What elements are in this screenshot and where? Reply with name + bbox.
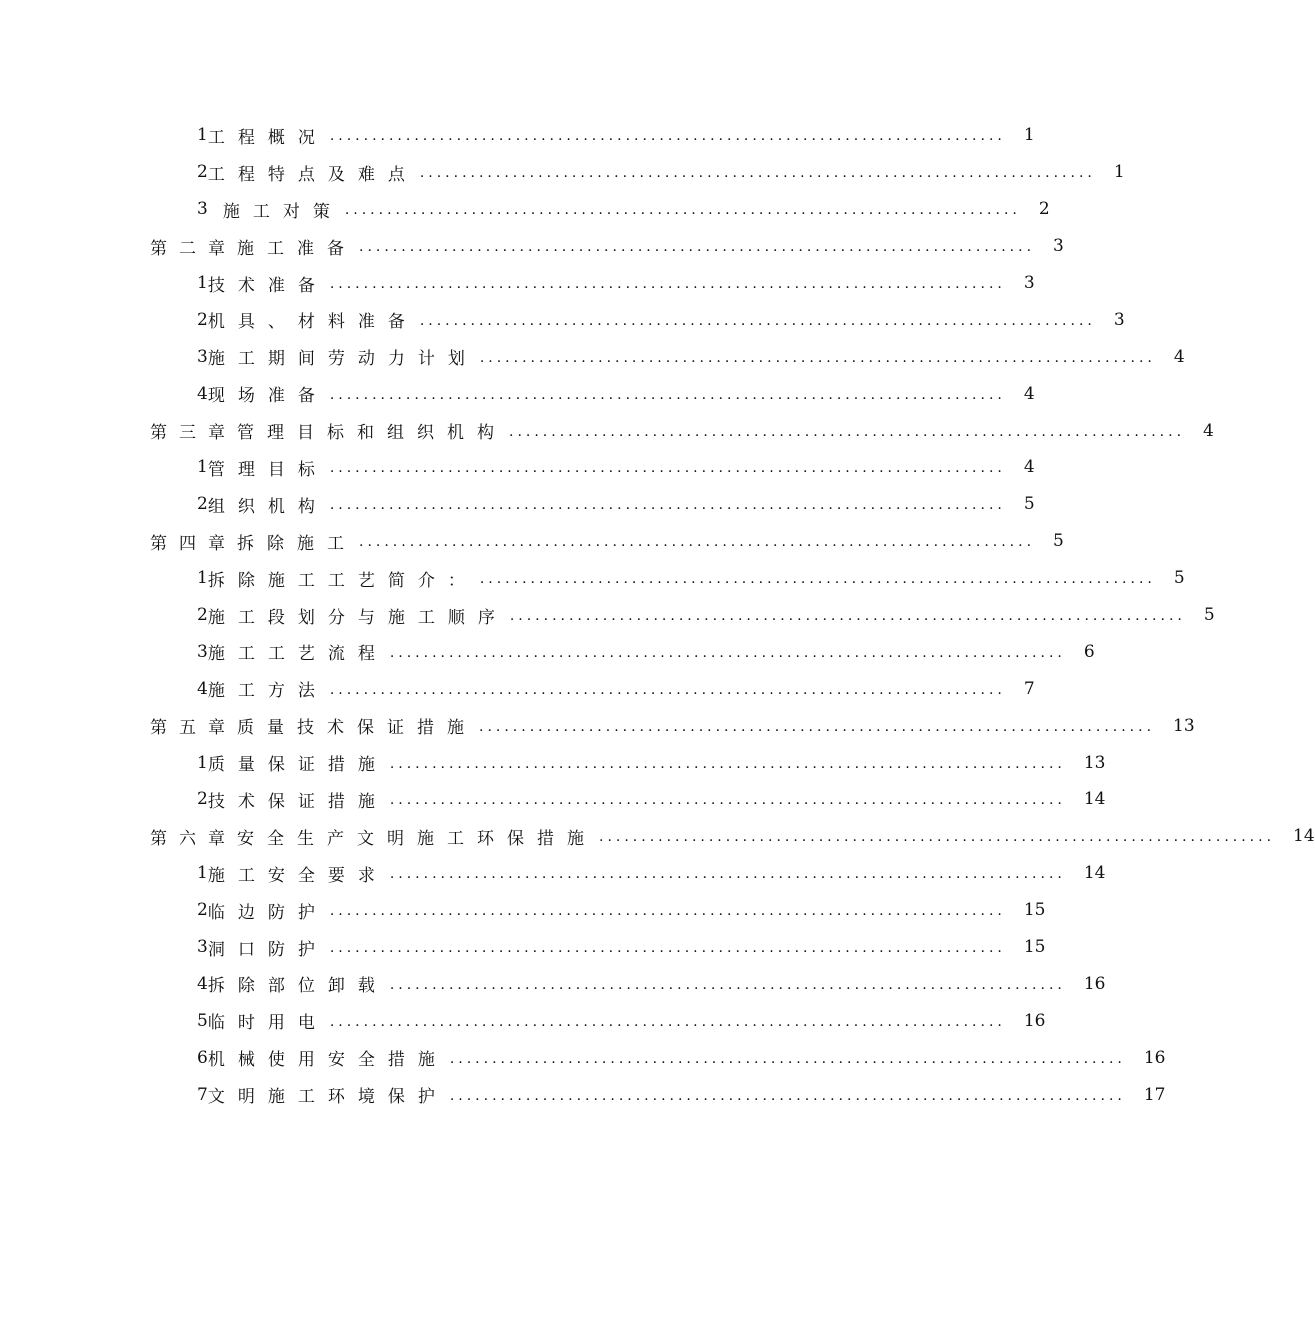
toc-chapter-2[interactable]: [0, 228, 1064, 265]
toc-chapter-label: 第五章: [150, 718, 237, 739]
toc-page-number: 1: [1023, 125, 1035, 146]
toc-page-number: 14: [1293, 826, 1315, 847]
toc-entry-title: 工程特点及难点: [207, 164, 418, 185]
toc-entry-number: 2: [197, 309, 208, 330]
toc-entry-title: 施工期间劳动力计划: [207, 349, 478, 370]
toc-dot-leader: ................................................................................: [479, 349, 1156, 366]
toc-entry-number: 2: [197, 494, 208, 515]
toc-entry-number: 3: [197, 199, 208, 220]
toc-entry-3-1[interactable]: [0, 449, 1035, 486]
toc-chapter-label: 第四章: [150, 533, 237, 554]
toc-entry-number: 6: [197, 1047, 208, 1068]
toc-entry-number: 3: [197, 346, 208, 367]
toc-page-number: 4: [1023, 457, 1035, 478]
toc-chapter-label: 第三章: [150, 423, 237, 444]
toc-page-number: 3: [1113, 309, 1125, 330]
toc-dot-leader: ................................................................................: [419, 165, 1096, 182]
toc-chapter-title: 安全生产文明施工环保措施: [237, 828, 597, 849]
toc-page-number: 3: [1053, 236, 1064, 257]
toc-entry-number: 2: [197, 605, 208, 626]
toc-entry-number: 1: [197, 863, 208, 884]
toc-entry-number: 1: [197, 125, 208, 146]
toc-dot-leader: ................................................................................: [329, 460, 1006, 477]
toc-page-number: 5: [1053, 531, 1064, 552]
toc-entry-title: 组织机构: [207, 496, 328, 517]
toc-page-number: 4: [1203, 420, 1214, 441]
toc-entry-title: 洞口防护: [207, 939, 328, 960]
toc-dot-leader: ................................................................................: [329, 276, 1006, 292]
toc-entry-1-2[interactable]: [0, 154, 1125, 191]
toc-entry-number: 1: [197, 568, 208, 589]
toc-entry-3-2[interactable]: [0, 486, 1035, 523]
toc-dot-leader: ................................................................................: [389, 755, 1066, 772]
toc-page-number: 3: [1023, 273, 1035, 293]
toc-entry-2-1[interactable]: [0, 265, 1035, 302]
toc-entry-number: 3: [197, 937, 208, 958]
toc-dot-leader: ................................................................................: [329, 903, 1006, 920]
toc-entry-title: 文明施工环境保护: [207, 1087, 448, 1108]
toc-dot-leader: ................................................................................: [389, 644, 1066, 661]
toc-entry-5-1[interactable]: [0, 744, 1106, 781]
toc-entry-title: 施工工艺流程: [207, 644, 388, 665]
toc-entry-number: 4: [197, 973, 208, 994]
toc-entry-2-4[interactable]: [0, 375, 1035, 412]
toc-entry-number: 1: [197, 273, 208, 293]
toc-page-number: 16: [1023, 1010, 1046, 1031]
toc-page-number: 14: [1083, 863, 1106, 884]
toc-entry-title: 拆除部位卸载: [207, 976, 388, 997]
toc-entry-2-2[interactable]: [0, 301, 1125, 338]
toc-page-number: 6: [1083, 641, 1095, 662]
toc-entry-4-1[interactable]: [0, 560, 1185, 597]
toc-page-number: 5: [1173, 568, 1185, 589]
toc-page-number: 13: [1083, 752, 1106, 773]
toc-entry-6-5[interactable]: [0, 1002, 1046, 1039]
toc-page-number: 1: [1113, 162, 1125, 183]
toc-dot-leader: ................................................................................: [449, 1050, 1126, 1067]
toc-chapter-title: 质量技术保证措施: [237, 718, 477, 739]
toc-dot-leader: ................................................................................: [449, 1087, 1126, 1104]
toc-page-number: 13: [1173, 715, 1195, 736]
toc-page-number: 5: [1203, 605, 1215, 626]
toc-entry-number: 3: [197, 641, 208, 662]
toc-chapter-title: 施工准备: [237, 238, 357, 259]
toc-page-number: 16: [1143, 1047, 1166, 1068]
toc-chapter-title: 拆除施工: [237, 533, 357, 554]
toc-dot-leader: ................................................................................: [509, 608, 1186, 625]
toc-dot-leader: ................................................................................: [329, 1013, 1006, 1030]
toc-entry-number: 1: [197, 752, 208, 773]
toc-entry-1-3[interactable]: [0, 191, 1050, 228]
toc-dot-leader: ................................................................................: [419, 312, 1096, 329]
toc-entry-title: 临时用电: [207, 1013, 328, 1034]
toc-dot-leader: ................................................................................: [329, 128, 1006, 145]
table-of-contents: [0, 117, 1315, 1113]
toc-entry-title: 拆除施工工艺简介：: [207, 570, 478, 591]
toc-entry-title: 技术准备: [207, 275, 328, 296]
toc-entry-title: 工程概况: [207, 127, 328, 148]
toc-dot-leader: ................................................................................: [479, 718, 1156, 735]
toc-entry-1-1[interactable]: [0, 117, 1035, 154]
toc-dot-leader: ................................................................................: [479, 571, 1156, 588]
toc-page-number: 2: [1038, 199, 1050, 220]
toc-entry-number: 5: [197, 1010, 208, 1031]
toc-chapter-3[interactable]: [0, 412, 1214, 449]
toc-entry-number: 1: [197, 457, 208, 478]
toc-dot-leader: ................................................................................: [359, 239, 1036, 256]
toc-chapter-title: 管理目标和组织机构: [237, 423, 507, 444]
toc-entry-title: 施工安全要求: [207, 865, 388, 886]
toc-entry-4-2[interactable]: [0, 597, 1215, 634]
toc-entry-4-3[interactable]: [0, 633, 1095, 670]
toc-entry-5-2[interactable]: [0, 781, 1106, 818]
toc-page-number: 4: [1023, 383, 1035, 404]
toc-page-number: 15: [1023, 937, 1046, 958]
toc-entry-2-3[interactable]: [0, 338, 1185, 375]
toc-chapter-6[interactable]: [0, 818, 1315, 855]
toc-entry-title: 管理目标: [207, 459, 328, 480]
toc-dot-leader: ................................................................................: [329, 940, 1006, 957]
toc-entry-6-1[interactable]: [0, 855, 1106, 892]
toc-entry-6-4[interactable]: [0, 965, 1106, 1002]
toc-dot-leader: ................................................................................: [344, 202, 1021, 219]
toc-entry-6-3[interactable]: [0, 929, 1046, 966]
toc-entry-number: 2: [197, 789, 208, 810]
toc-entry-number: 2: [197, 900, 208, 921]
toc-entry-number: 4: [197, 678, 208, 699]
toc-dot-leader: ................................................................................: [389, 792, 1066, 809]
toc-chapter-5[interactable]: [0, 707, 1195, 744]
toc-dot-leader: ................................................................................: [389, 866, 1066, 883]
toc-page-number: 5: [1023, 494, 1035, 515]
toc-entry-4-4[interactable]: [0, 670, 1035, 707]
toc-page-number: 17: [1143, 1084, 1166, 1105]
toc-entry-number: 4: [197, 383, 208, 404]
toc-dot-leader: ................................................................................: [329, 497, 1006, 514]
toc-entry-title: 质量保证措施: [207, 755, 388, 776]
toc-entry-title: 现场准备: [207, 386, 328, 407]
toc-entry-title: 施工对策: [222, 201, 343, 222]
toc-page-number: 15: [1023, 900, 1046, 921]
toc-chapter-label: 第二章: [150, 238, 237, 259]
toc-entry-6-2[interactable]: [0, 892, 1046, 929]
toc-entry-title: 临边防护: [207, 902, 328, 923]
toc-entry-title: 施工段划分与施工顺序: [207, 607, 508, 628]
toc-dot-leader: ................................................................................: [599, 829, 1276, 846]
toc-entry-title: 机械使用安全措施: [207, 1050, 448, 1071]
toc-entry-title: 施工方法: [207, 681, 328, 702]
toc-dot-leader: ................................................................................: [329, 681, 1006, 698]
toc-page-number: 16: [1083, 973, 1106, 994]
toc-page-number: 4: [1173, 346, 1185, 367]
toc-dot-leader: ................................................................................: [389, 976, 1066, 993]
toc-chapter-label: 第六章: [150, 828, 237, 849]
toc-entry-title: 技术保证措施: [207, 791, 388, 812]
toc-entry-number: 7: [197, 1084, 208, 1105]
toc-entry-6-6[interactable]: [0, 1039, 1166, 1076]
toc-chapter-4[interactable]: [0, 523, 1064, 560]
toc-dot-leader: ................................................................................: [509, 423, 1186, 440]
toc-entry-title: 机具、材料准备: [207, 312, 418, 333]
toc-page-number: 14: [1083, 789, 1106, 810]
toc-entry-number: 2: [197, 162, 208, 183]
toc-dot-leader: ................................................................................: [359, 534, 1036, 551]
toc-dot-leader: ................................................................................: [329, 386, 1006, 403]
toc-entry-6-7[interactable]: [0, 1076, 1166, 1113]
toc-page-number: 7: [1023, 678, 1035, 699]
